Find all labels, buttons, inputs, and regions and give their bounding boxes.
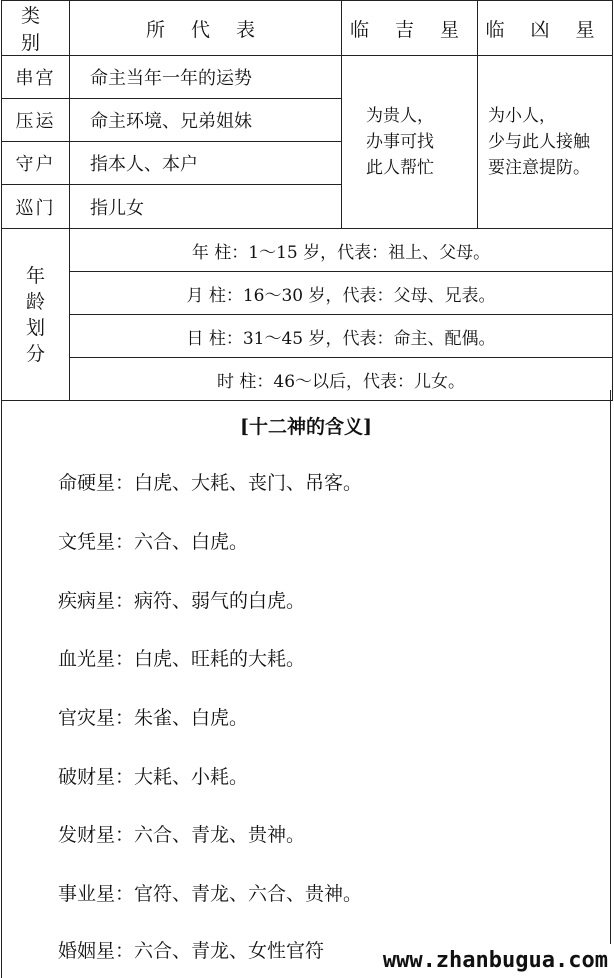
- header-auspicious: 临 吉 星: [342, 1, 478, 56]
- meaning-line: 疾病星：病符、弱气的白虎。: [58, 590, 306, 612]
- inauspicious-line: 少与此人接触: [488, 132, 590, 152]
- inauspicious-line: 为小人，: [488, 106, 556, 126]
- header-meaning: 所 代 表: [70, 1, 342, 56]
- age-label-char: 分: [25, 342, 45, 365]
- table-row: [2, 56, 613, 99]
- auspicious-line: 办事可找: [366, 132, 434, 152]
- age-cell-day: 日 柱：31～45 岁，代表：命主、配偶。: [70, 315, 613, 358]
- meaning-line: 破财星：大耗、小耗。: [58, 766, 249, 788]
- meaning-line: 血光星：白虎、旺耗的大耗。: [58, 648, 306, 670]
- meaning-cell: 命主环境、兄弟姐妹: [70, 99, 342, 142]
- auspicious-line: 此人帮忙: [366, 158, 434, 178]
- meaning-line: 官灾星：朱雀、白虎。: [58, 707, 249, 729]
- table-header-row: [2, 1, 613, 56]
- category-cell: 守户: [2, 142, 70, 185]
- fortune-table: [1, 0, 613, 401]
- auspicious-cell: [342, 56, 478, 229]
- meaning-line: 发财星：六合、青龙、贵神。: [58, 824, 306, 846]
- age-label-char: 龄: [25, 290, 45, 313]
- meaning-cell: 指儿女: [70, 185, 342, 229]
- inauspicious-line: 要注意提防。: [488, 158, 590, 178]
- age-row: [2, 229, 613, 272]
- age-row: [2, 315, 613, 358]
- category-cell: 巡门: [2, 185, 70, 229]
- age-cell-month: 月 柱：16～30 岁，代表：父母、兄表。: [70, 272, 613, 315]
- meaning-cell: 指本人、本户: [70, 142, 342, 185]
- age-cell-year: 年 柱：1～15 岁，代表：祖上、父母。: [70, 229, 613, 272]
- meaning-line: 命硬星：白虎、大耗、丧门、吊客。: [58, 472, 363, 494]
- section-title: [十二神的含义]: [240, 416, 372, 438]
- meaning-line: 婚姻星：六合、青龙、女性官符: [58, 940, 325, 962]
- category-cell: 串宫: [2, 56, 70, 99]
- watermark: www.zhanbugua.com: [346, 944, 614, 978]
- age-label-char: 划: [25, 316, 45, 339]
- age-cell-hour: 时 柱：46～以后，代表：儿女。: [70, 358, 613, 401]
- age-division-label: [2, 229, 70, 401]
- meaning-line: 文凭星：六合、白虎。: [58, 531, 249, 553]
- inauspicious-cell: [478, 56, 613, 229]
- age-row: [2, 272, 613, 315]
- age-label-char: 年: [25, 264, 45, 287]
- category-cell: 压运: [2, 99, 70, 142]
- twelve-gods-section: [1, 390, 611, 978]
- header-category: 类 别: [2, 1, 70, 56]
- auspicious-line: 为贵人，: [366, 106, 434, 126]
- meaning-cell: 命主当年一年的运势: [70, 56, 342, 99]
- header-inauspicious: 临 凶 星: [478, 1, 613, 56]
- meaning-line: 事业星：官符、青龙、六合、贵神。: [58, 883, 363, 905]
